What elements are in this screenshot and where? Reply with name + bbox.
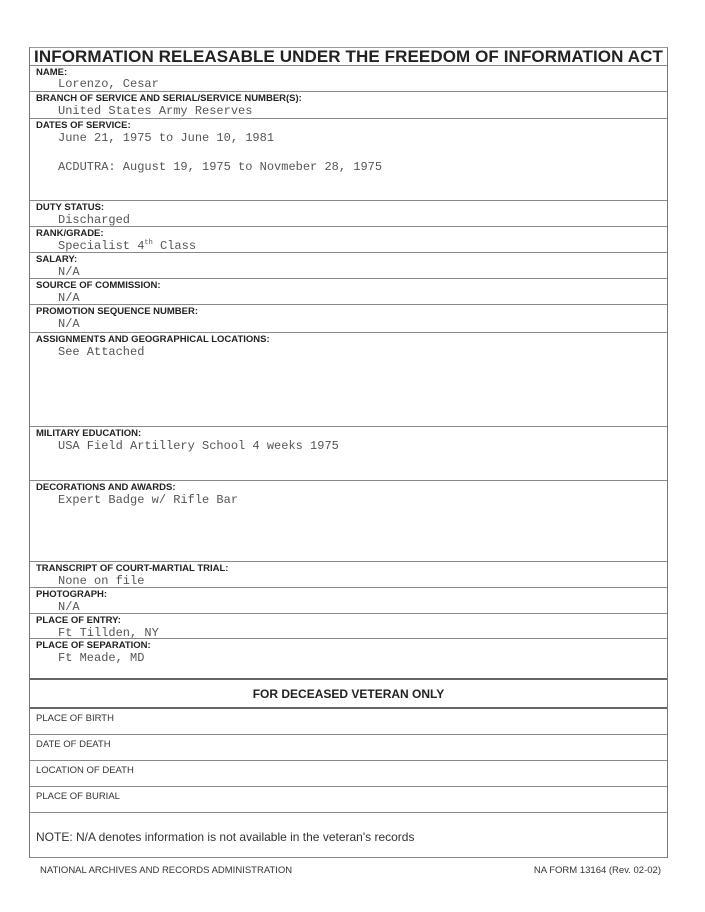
note-text: NOTE: N/A denotes information is not available in the veteran's records <box>36 830 415 844</box>
field-date-of-death <box>30 735 667 761</box>
field-photograph <box>30 588 667 614</box>
rank-text: Specialist 4 <box>58 239 145 253</box>
field-label: ASSIGNMENTS AND GEOGRAPHICAL LOCATIONS: <box>36 334 270 345</box>
field-place-of-burial <box>30 787 667 813</box>
field-name <box>30 66 667 92</box>
field-value: Expert Badge w/ Rifle Bar <box>58 493 239 507</box>
rank-ordinal-suffix: th <box>144 239 153 247</box>
field-label: DATE OF DEATH <box>36 739 111 750</box>
field-value: Ft Tillden, NY <box>58 626 159 640</box>
field-label: RANK/GRADE: <box>36 228 104 239</box>
field-label: LOCATION OF DEATH <box>36 765 134 776</box>
field-court-martial-transcript <box>30 562 667 588</box>
field-promotion-sequence-number <box>30 305 667 333</box>
field-duty-status <box>30 201 667 227</box>
field-label: SALARY: <box>36 254 78 265</box>
field-branch <box>30 92 667 119</box>
field-label: DATES OF SERVICE: <box>36 120 131 131</box>
field-label: PLACE OF SEPARATION: <box>36 640 151 651</box>
deceased-section-title: FOR DECEASED VETERAN ONLY <box>252 687 445 701</box>
form-title-row <box>30 48 667 66</box>
field-label: NAME: <box>36 67 68 78</box>
rank-class-text: Class <box>152 239 197 253</box>
field-value: N/A <box>58 317 80 331</box>
field-value: Lorenzo, Cesar <box>58 77 159 91</box>
field-decorations-awards <box>30 481 667 562</box>
field-dates-of-service <box>30 119 667 201</box>
field-value: N/A <box>58 600 80 614</box>
field-label: PROMOTION SEQUENCE NUMBER: <box>36 306 199 317</box>
form-title: INFORMATION RELEASABLE UNDER THE FREEDOM OF INFORMATION ACT <box>34 47 663 66</box>
field-rank-grade <box>30 227 667 253</box>
field-value: N/A <box>58 265 80 279</box>
deceased-section-header <box>30 680 667 709</box>
field-location-of-death <box>30 761 667 787</box>
field-value: Ft Meade, MD <box>58 651 145 665</box>
field-label: DUTY STATUS: <box>36 202 105 213</box>
field-value <box>58 240 196 253</box>
field-salary <box>30 253 667 279</box>
field-value: Discharged <box>58 213 131 227</box>
field-label: PLACE OF BIRTH <box>36 713 114 724</box>
field-value: See Attached <box>58 345 145 359</box>
field-assignments <box>30 333 667 427</box>
footer-form-number: NA FORM 13164 (Rev. 02-02) <box>533 865 661 876</box>
field-value: USA Field Artillery School 4 weeks 1975 <box>58 439 339 453</box>
field-source-of-commission <box>30 279 667 305</box>
field-value: United States Army Reserves <box>58 104 253 118</box>
field-label: SOURCE OF COMMISSION: <box>36 280 161 291</box>
field-label: PLACE OF BURIAL <box>36 791 120 802</box>
footer-agency: NATIONAL ARCHIVES AND RECORDS ADMINISTRATION <box>40 865 293 876</box>
field-value: ACDUTRA: August 19, 1975 to Novmeber 28, 1975 <box>58 160 383 174</box>
field-place-of-entry <box>30 614 667 639</box>
field-value: None on file <box>58 574 145 588</box>
field-military-education <box>30 427 667 481</box>
field-value: N/A <box>58 291 80 305</box>
field-label: PLACE OF ENTRY: <box>36 615 121 626</box>
field-label: BRANCH OF SERVICE AND SERIAL/SERVICE NUMBER(S): <box>36 93 302 104</box>
note-row <box>30 813 667 859</box>
field-label: TRANSCRIPT OF COURT-MARTIAL TRIAL: <box>36 563 229 574</box>
field-label: MILITARY EDUCATION: <box>36 428 142 439</box>
field-label: PHOTOGRAPH: <box>36 589 108 600</box>
field-value: June 21, 1975 to June 10, 1981 <box>58 131 275 145</box>
field-label: DECORATIONS AND AWARDS: <box>36 482 176 493</box>
field-place-of-birth <box>30 709 667 735</box>
foia-form <box>29 47 668 858</box>
field-place-of-separation <box>30 639 667 680</box>
